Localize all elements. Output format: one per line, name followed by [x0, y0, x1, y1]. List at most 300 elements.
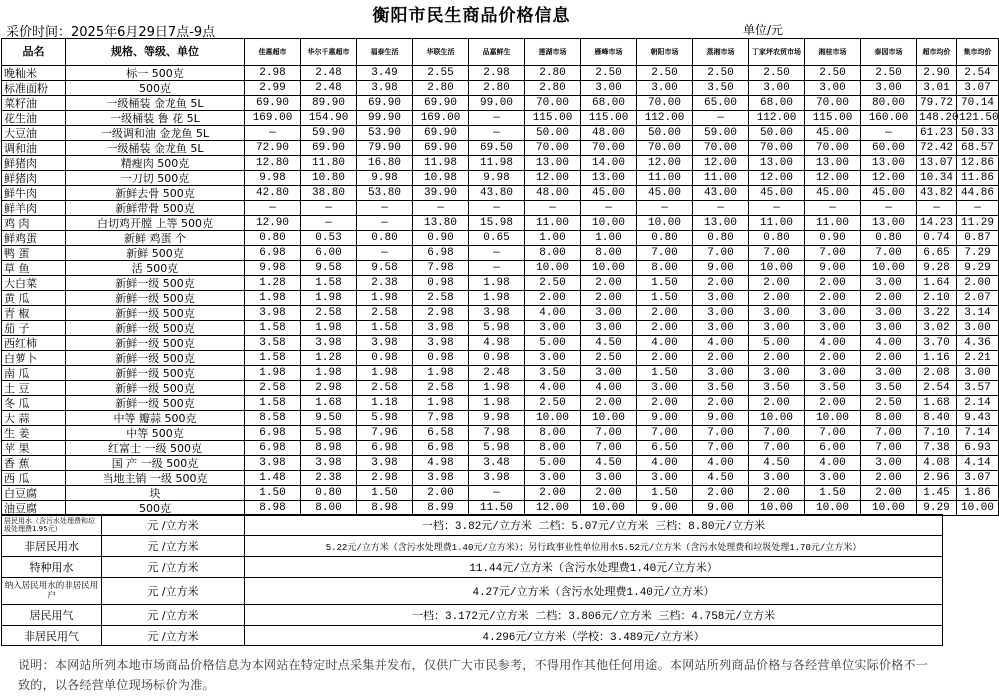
price-cell: 3.00 — [805, 81, 861, 96]
price-cell: 154.90 — [301, 111, 357, 126]
price-cell: 1.50 — [637, 366, 693, 381]
price-cell: 1.00 — [525, 231, 581, 246]
price-cell: 5.00 — [525, 456, 581, 471]
product-spec: 新鲜 500克 — [66, 246, 245, 261]
price-cell: 1.50 — [637, 276, 693, 291]
price-cell: 3.70 — [917, 336, 957, 351]
product-spec: 新鲜一级 500克 — [66, 351, 245, 366]
table-row — [2, 456, 999, 471]
price-cell: 115.00 — [581, 111, 637, 126]
table-row — [2, 126, 999, 141]
price-cell: 1.98 — [301, 291, 357, 306]
product-name: 晚籼米 — [2, 66, 66, 81]
price-cell: 1.58 — [357, 321, 413, 336]
price-cell: 9.98 — [245, 171, 301, 186]
price-cell: 6.98 — [413, 441, 469, 456]
price-cell: 5.98 — [301, 426, 357, 441]
table-row — [2, 171, 999, 186]
price-cell: 10.00 — [861, 261, 917, 276]
product-spec: 新鲜 鸡蛋 个 — [66, 231, 245, 246]
table-row — [2, 276, 999, 291]
price-cell: 12.00 — [693, 156, 749, 171]
price-cell: 3.50 — [693, 381, 749, 396]
price-cell: 3.14 — [957, 306, 999, 321]
utility-price: 5.22元/立方米（含污水处理费1.40元/立方米）；另行政事业性单位用水5.52元/立方米（含污水处理费和垃圾处理1.70元/立方米） — [245, 536, 943, 557]
price-cell: 7.00 — [861, 441, 917, 456]
price-cell: 4.14 — [957, 456, 999, 471]
table-row — [2, 441, 999, 456]
price-cell: 1.98 — [469, 291, 525, 306]
price-cell: 6.50 — [637, 441, 693, 456]
price-cell: 1.98 — [469, 396, 525, 411]
price-cell: 3.50 — [805, 381, 861, 396]
price-cell: 0.87 — [957, 231, 999, 246]
price-cell: 11.00 — [805, 216, 861, 231]
disclaimer-note: 说明：本网站所列本地市场商品价格信息为本网站在特定时点采集并发布，仅供广大市民参考，不得用作其他任何用途。本网站所列商品价格与各经营单位实际价格不一致的，以各经营单位现场标价为准。 — [18, 658, 929, 692]
table-row — [2, 321, 999, 336]
price-cell: 3.00 — [693, 291, 749, 306]
price-cell: 70.14 — [957, 96, 999, 111]
price-cell: 2.00 — [581, 276, 637, 291]
price-cell: 2.58 — [245, 381, 301, 396]
price-cell: 4.00 — [805, 336, 861, 351]
header-cell: 福泰生活 — [357, 39, 413, 66]
product-spec: 一级桶装 鲁 花 5L — [66, 111, 245, 126]
price-cell: 1.28 — [245, 276, 301, 291]
price-cell: — — [861, 126, 917, 141]
price-cell: 2.98 — [413, 306, 469, 321]
price-cell: 2.50 — [693, 66, 749, 81]
price-cell: 1.28 — [301, 351, 357, 366]
table-row — [2, 96, 999, 111]
price-cell: 3.98 — [301, 336, 357, 351]
price-cell: 11.00 — [525, 216, 581, 231]
header-cell: 超市均价 — [917, 39, 957, 66]
price-cell: 10.00 — [581, 501, 637, 516]
price-cell: 48.00 — [525, 186, 581, 201]
price-cell: 4.00 — [637, 456, 693, 471]
price-cell: 7.96 — [357, 426, 413, 441]
price-cell: 121.50 — [957, 111, 999, 126]
price-cell: 3.00 — [957, 321, 999, 336]
price-cell: 8.98 — [301, 441, 357, 456]
price-cell: 12.00 — [525, 501, 581, 516]
price-cell: 2.00 — [693, 396, 749, 411]
price-cell: 2.54 — [957, 66, 999, 81]
price-cell: 0.80 — [301, 486, 357, 501]
product-spec: 新鲜一级 500克 — [66, 276, 245, 291]
price-cell: 3.98 — [357, 456, 413, 471]
product-name: 白萝卜 — [2, 351, 66, 366]
price-cell: 1.68 — [301, 396, 357, 411]
price-cell: 3.98 — [413, 321, 469, 336]
price-cell: 7.00 — [637, 426, 693, 441]
price-cell: 4.00 — [693, 456, 749, 471]
price-cell: 69.90 — [413, 126, 469, 141]
price-cell: 3.00 — [749, 366, 805, 381]
price-cell: 8.00 — [525, 441, 581, 456]
header-cell: 集市均价 — [957, 39, 999, 66]
price-cell: 0.80 — [245, 231, 301, 246]
price-cell: 1.50 — [357, 486, 413, 501]
header-cell: 雁峰市场 — [581, 39, 637, 66]
header-cell: 湘桂市场 — [805, 39, 861, 66]
price-cell: 0.74 — [917, 231, 957, 246]
price-cell: 2.00 — [693, 486, 749, 501]
price-cell: 2.90 — [917, 66, 957, 81]
product-spec: 500克 — [66, 81, 245, 96]
price-cell: 2.55 — [413, 66, 469, 81]
utility-label: 纳入居民用水的非居民用户 — [2, 578, 102, 605]
price-cell: 10.34 — [917, 171, 957, 186]
price-cell: 3.00 — [693, 366, 749, 381]
table-row — [2, 426, 999, 441]
price-cell: 42.80 — [245, 186, 301, 201]
product-spec: 新鲜去骨 500克 — [66, 186, 245, 201]
utility-label: 居民用气 — [2, 605, 102, 626]
price-cell: 3.00 — [861, 366, 917, 381]
price-cell: 50.33 — [957, 126, 999, 141]
price-cell: 2.48 — [301, 81, 357, 96]
utility-price: 一档：3.82元/立方米 二档：5.07元/立方米 三档：8.80元/立方米 — [245, 515, 943, 536]
price-cell: 9.29 — [917, 501, 957, 516]
price-cell: — — [637, 201, 693, 216]
price-cell: 10.00 — [581, 216, 637, 231]
price-cell: 2.48 — [469, 366, 525, 381]
price-cell: 12.00 — [749, 171, 805, 186]
price-cell: 2.96 — [917, 471, 957, 486]
price-cell: 3.98 — [469, 306, 525, 321]
utility-price: 一档：3.172元/立方米 二档：3.806元/立方米 三档：4.758元/立方米 — [245, 605, 943, 626]
price-cell: 4.50 — [693, 471, 749, 486]
price-cell: 80.00 — [861, 96, 917, 111]
price-cell: 2.50 — [581, 351, 637, 366]
price-cell: 13.00 — [581, 171, 637, 186]
price-cell: 2.00 — [749, 486, 805, 501]
price-cell: 2.98 — [469, 66, 525, 81]
price-cell: 10.00 — [525, 261, 581, 276]
price-cell: 0.80 — [357, 231, 413, 246]
product-name: 冬 瓜 — [2, 396, 66, 411]
price-cell: 10.00 — [637, 216, 693, 231]
price-cell: 6.00 — [805, 441, 861, 456]
table-row — [2, 396, 999, 411]
price-cell: 2.80 — [469, 81, 525, 96]
price-cell: 2.00 — [749, 396, 805, 411]
price-cell: 8.00 — [637, 261, 693, 276]
price-cell: 7.00 — [861, 426, 917, 441]
price-cell: 7.14 — [957, 426, 999, 441]
price-cell: 1.58 — [245, 321, 301, 336]
price-cell: 2.00 — [749, 351, 805, 366]
price-cell: 3.58 — [245, 336, 301, 351]
price-cell: 60.00 — [861, 141, 917, 156]
price-cell: 12.90 — [245, 216, 301, 231]
price-cell: 1.50 — [805, 486, 861, 501]
price-cell: 3.00 — [861, 276, 917, 291]
table-row — [2, 216, 999, 231]
price-cell: 2.00 — [805, 276, 861, 291]
price-cell: 5.98 — [357, 411, 413, 426]
price-cell: 2.50 — [805, 66, 861, 81]
price-cell: 15.98 — [469, 216, 525, 231]
price-cell: 11.86 — [957, 171, 999, 186]
utility-row — [2, 536, 943, 557]
product-name: 鲜羊肉 — [2, 201, 66, 216]
product-name: 黄 瓜 — [2, 291, 66, 306]
utility-row — [2, 578, 943, 605]
price-cell: 2.00 — [581, 396, 637, 411]
price-cell: 1.98 — [301, 366, 357, 381]
product-name: 油豆腐 — [2, 501, 66, 516]
price-cell: 69.90 — [413, 141, 469, 156]
product-name: 大豆油 — [2, 126, 66, 141]
price-cell: 169.00 — [245, 111, 301, 126]
price-cell: 3.00 — [693, 321, 749, 336]
price-cell: 3.98 — [469, 471, 525, 486]
price-cell: 4.00 — [525, 306, 581, 321]
utility-unit: 元 /立方米 — [102, 557, 245, 578]
price-cell: 12.86 — [957, 156, 999, 171]
product-name: 苹 果 — [2, 441, 66, 456]
price-cell: 43.80 — [469, 186, 525, 201]
price-cell: 4.00 — [637, 336, 693, 351]
price-cell: 4.00 — [861, 336, 917, 351]
price-cell: — — [357, 216, 413, 231]
price-cell: 1.64 — [917, 276, 957, 291]
price-cell: 7.00 — [805, 246, 861, 261]
price-cell: 2.58 — [357, 306, 413, 321]
price-cell: 11.50 — [469, 501, 525, 516]
price-cell: 70.00 — [525, 96, 581, 111]
price-cell: 3.07 — [957, 471, 999, 486]
price-cell: 2.50 — [861, 66, 917, 81]
price-cell: 2.08 — [917, 366, 957, 381]
price-cell: 3.00 — [861, 81, 917, 96]
price-cell: 16.80 — [357, 156, 413, 171]
price-cell: 5.98 — [469, 441, 525, 456]
price-cell: 6.98 — [245, 246, 301, 261]
price-cell: 38.80 — [301, 186, 357, 201]
price-cell: 7.00 — [581, 426, 637, 441]
price-cell: 1.98 — [357, 291, 413, 306]
price-cell: 99.00 — [469, 96, 525, 111]
price-cell: 2.00 — [805, 291, 861, 306]
price-cell: 10.00 — [749, 501, 805, 516]
price-cell: 13.00 — [805, 156, 861, 171]
price-cell: 10.00 — [749, 261, 805, 276]
header-cell: 朝阳市场 — [637, 39, 693, 66]
price-cell: 2.38 — [357, 276, 413, 291]
price-cell: 79.72 — [917, 96, 957, 111]
price-cell: 8.00 — [301, 501, 357, 516]
product-spec: 精瘦肉 500克 — [66, 156, 245, 171]
price-cell: 69.90 — [301, 141, 357, 156]
price-cell: 1.86 — [957, 486, 999, 501]
price-cell: — — [413, 201, 469, 216]
price-cell: 2.58 — [413, 381, 469, 396]
price-cell: 9.98 — [469, 171, 525, 186]
product-name: 白豆腐 — [2, 486, 66, 501]
price-cell: 8.98 — [357, 501, 413, 516]
price-cell: 7.38 — [917, 441, 957, 456]
price-cell: 79.90 — [357, 141, 413, 156]
table-row — [2, 81, 999, 96]
price-cell: 2.00 — [861, 471, 917, 486]
product-spec: 新鲜带骨 500克 — [66, 201, 245, 216]
price-cell: 4.98 — [413, 456, 469, 471]
price-cell: 3.50 — [525, 366, 581, 381]
price-cell: — — [357, 201, 413, 216]
table-row — [2, 186, 999, 201]
price-cell: 9.00 — [637, 411, 693, 426]
product-spec: 中等 500克 — [66, 426, 245, 441]
price-cell: — — [469, 126, 525, 141]
price-cell: 3.98 — [357, 81, 413, 96]
price-cell: 4.50 — [581, 456, 637, 471]
utility-row — [2, 557, 943, 578]
price-cell: 9.58 — [357, 261, 413, 276]
price-cell: 9.43 — [957, 411, 999, 426]
price-cell: 6.00 — [301, 246, 357, 261]
price-cell: 0.80 — [861, 231, 917, 246]
utility-price: 4.27元/立方米（含污水处理费1.40元/立方米） — [245, 578, 943, 605]
price-cell: 9.00 — [693, 501, 749, 516]
price-cell: 2.00 — [957, 276, 999, 291]
price-cell: 9.00 — [805, 261, 861, 276]
price-cell: 3.00 — [525, 351, 581, 366]
price-cell: 8.40 — [917, 411, 957, 426]
price-cell: 2.00 — [637, 396, 693, 411]
price-cell: 45.00 — [805, 186, 861, 201]
header-cell: 规格、等级、单位 — [66, 39, 245, 66]
price-cell: 6.98 — [357, 441, 413, 456]
price-cell: 0.53 — [301, 231, 357, 246]
price-cell: 2.00 — [749, 276, 805, 291]
product-name: 花生油 — [2, 111, 66, 126]
price-cell: 4.36 — [957, 336, 999, 351]
price-cell: 3.98 — [357, 336, 413, 351]
price-cell: 3.00 — [805, 366, 861, 381]
price-cell: 7.29 — [957, 246, 999, 261]
price-cell: 9.50 — [301, 411, 357, 426]
price-cell: 13.00 — [861, 156, 917, 171]
price-cell: 1.98 — [245, 366, 301, 381]
price-cell: 3.00 — [957, 366, 999, 381]
price-cell: 0.80 — [693, 231, 749, 246]
price-cell: 2.58 — [413, 291, 469, 306]
price-cell: 6.58 — [413, 426, 469, 441]
price-cell: 89.90 — [301, 96, 357, 111]
price-cell: 65.00 — [693, 96, 749, 111]
product-name: 西红柿 — [2, 336, 66, 351]
price-cell: 50.00 — [749, 126, 805, 141]
price-cell: 10.98 — [413, 171, 469, 186]
price-cell: 69.50 — [469, 141, 525, 156]
price-cell: — — [301, 201, 357, 216]
price-cell: — — [693, 111, 749, 126]
price-cell: 0.98 — [469, 351, 525, 366]
price-cell: 1.45 — [917, 486, 957, 501]
price-cell: 45.00 — [861, 186, 917, 201]
header-cell: 佳惠超市 — [245, 39, 301, 66]
price-cell: 5.98 — [469, 321, 525, 336]
price-cell: 12.00 — [637, 156, 693, 171]
header-cell: 莲湖市场 — [525, 39, 581, 66]
price-cell: 2.00 — [749, 291, 805, 306]
price-cell: — — [301, 216, 357, 231]
price-cell: 70.00 — [805, 96, 861, 111]
price-cell: 72.90 — [245, 141, 301, 156]
utility-row — [2, 515, 943, 536]
utility-unit: 元 /立方米 — [102, 536, 245, 557]
price-cell: 3.00 — [693, 306, 749, 321]
price-cell: 70.00 — [581, 141, 637, 156]
price-cell: 2.98 — [245, 66, 301, 81]
product-name: 生 姜 — [2, 426, 66, 441]
table-row — [2, 261, 999, 276]
price-cell: 1.50 — [637, 291, 693, 306]
product-spec: 新鲜一级 500克 — [66, 306, 245, 321]
table-row — [2, 291, 999, 306]
price-cell: 43.82 — [917, 186, 957, 201]
product-name: 调和油 — [2, 141, 66, 156]
price-cell: 160.00 — [861, 111, 917, 126]
price-cell: 2.00 — [861, 351, 917, 366]
header-cell: 品名 — [2, 39, 66, 66]
product-name: 鸭 蛋 — [2, 246, 66, 261]
price-cell: 8.98 — [245, 501, 301, 516]
price-cell: 7.00 — [581, 441, 637, 456]
price-cell: 0.80 — [749, 231, 805, 246]
price-cell: 3.00 — [525, 471, 581, 486]
price-cell: 11.00 — [749, 216, 805, 231]
product-name: 香 蕉 — [2, 456, 66, 471]
product-name: 青 椒 — [2, 306, 66, 321]
product-spec: 国 产 一级 500克 — [66, 456, 245, 471]
price-cell: — — [245, 126, 301, 141]
price-cell: 7.00 — [749, 426, 805, 441]
product-spec: 新鲜一级 500克 — [66, 291, 245, 306]
price-cell: — — [693, 201, 749, 216]
price-cell: 0.90 — [413, 231, 469, 246]
price-cell: 11.98 — [413, 156, 469, 171]
header-cell: 华尔千惠超市 — [301, 39, 357, 66]
price-cell: 7.00 — [861, 246, 917, 261]
product-spec: 块 — [66, 486, 245, 501]
price-cell: 3.98 — [301, 456, 357, 471]
price-cell: 10.00 — [957, 501, 999, 516]
price-cell: 0.90 — [805, 231, 861, 246]
utility-row — [2, 626, 943, 646]
price-cell: 1.98 — [413, 396, 469, 411]
price-cell: 99.90 — [357, 111, 413, 126]
price-cell: 70.00 — [525, 141, 581, 156]
header-cell: 泰园市场 — [861, 39, 917, 66]
price-cell: 13.00 — [861, 216, 917, 231]
price-cell: 3.22 — [917, 306, 957, 321]
product-name: 大白菜 — [2, 276, 66, 291]
price-cell: — — [805, 201, 861, 216]
price-cell: 2.50 — [525, 276, 581, 291]
unit-label: 单位/元 — [743, 23, 784, 37]
price-cell: 3.98 — [413, 471, 469, 486]
price-cell: — — [861, 201, 917, 216]
price-cell: 3.01 — [917, 81, 957, 96]
price-cell: 0.80 — [637, 231, 693, 246]
price-cell: 2.00 — [805, 396, 861, 411]
product-name: 大 蒜 — [2, 411, 66, 426]
